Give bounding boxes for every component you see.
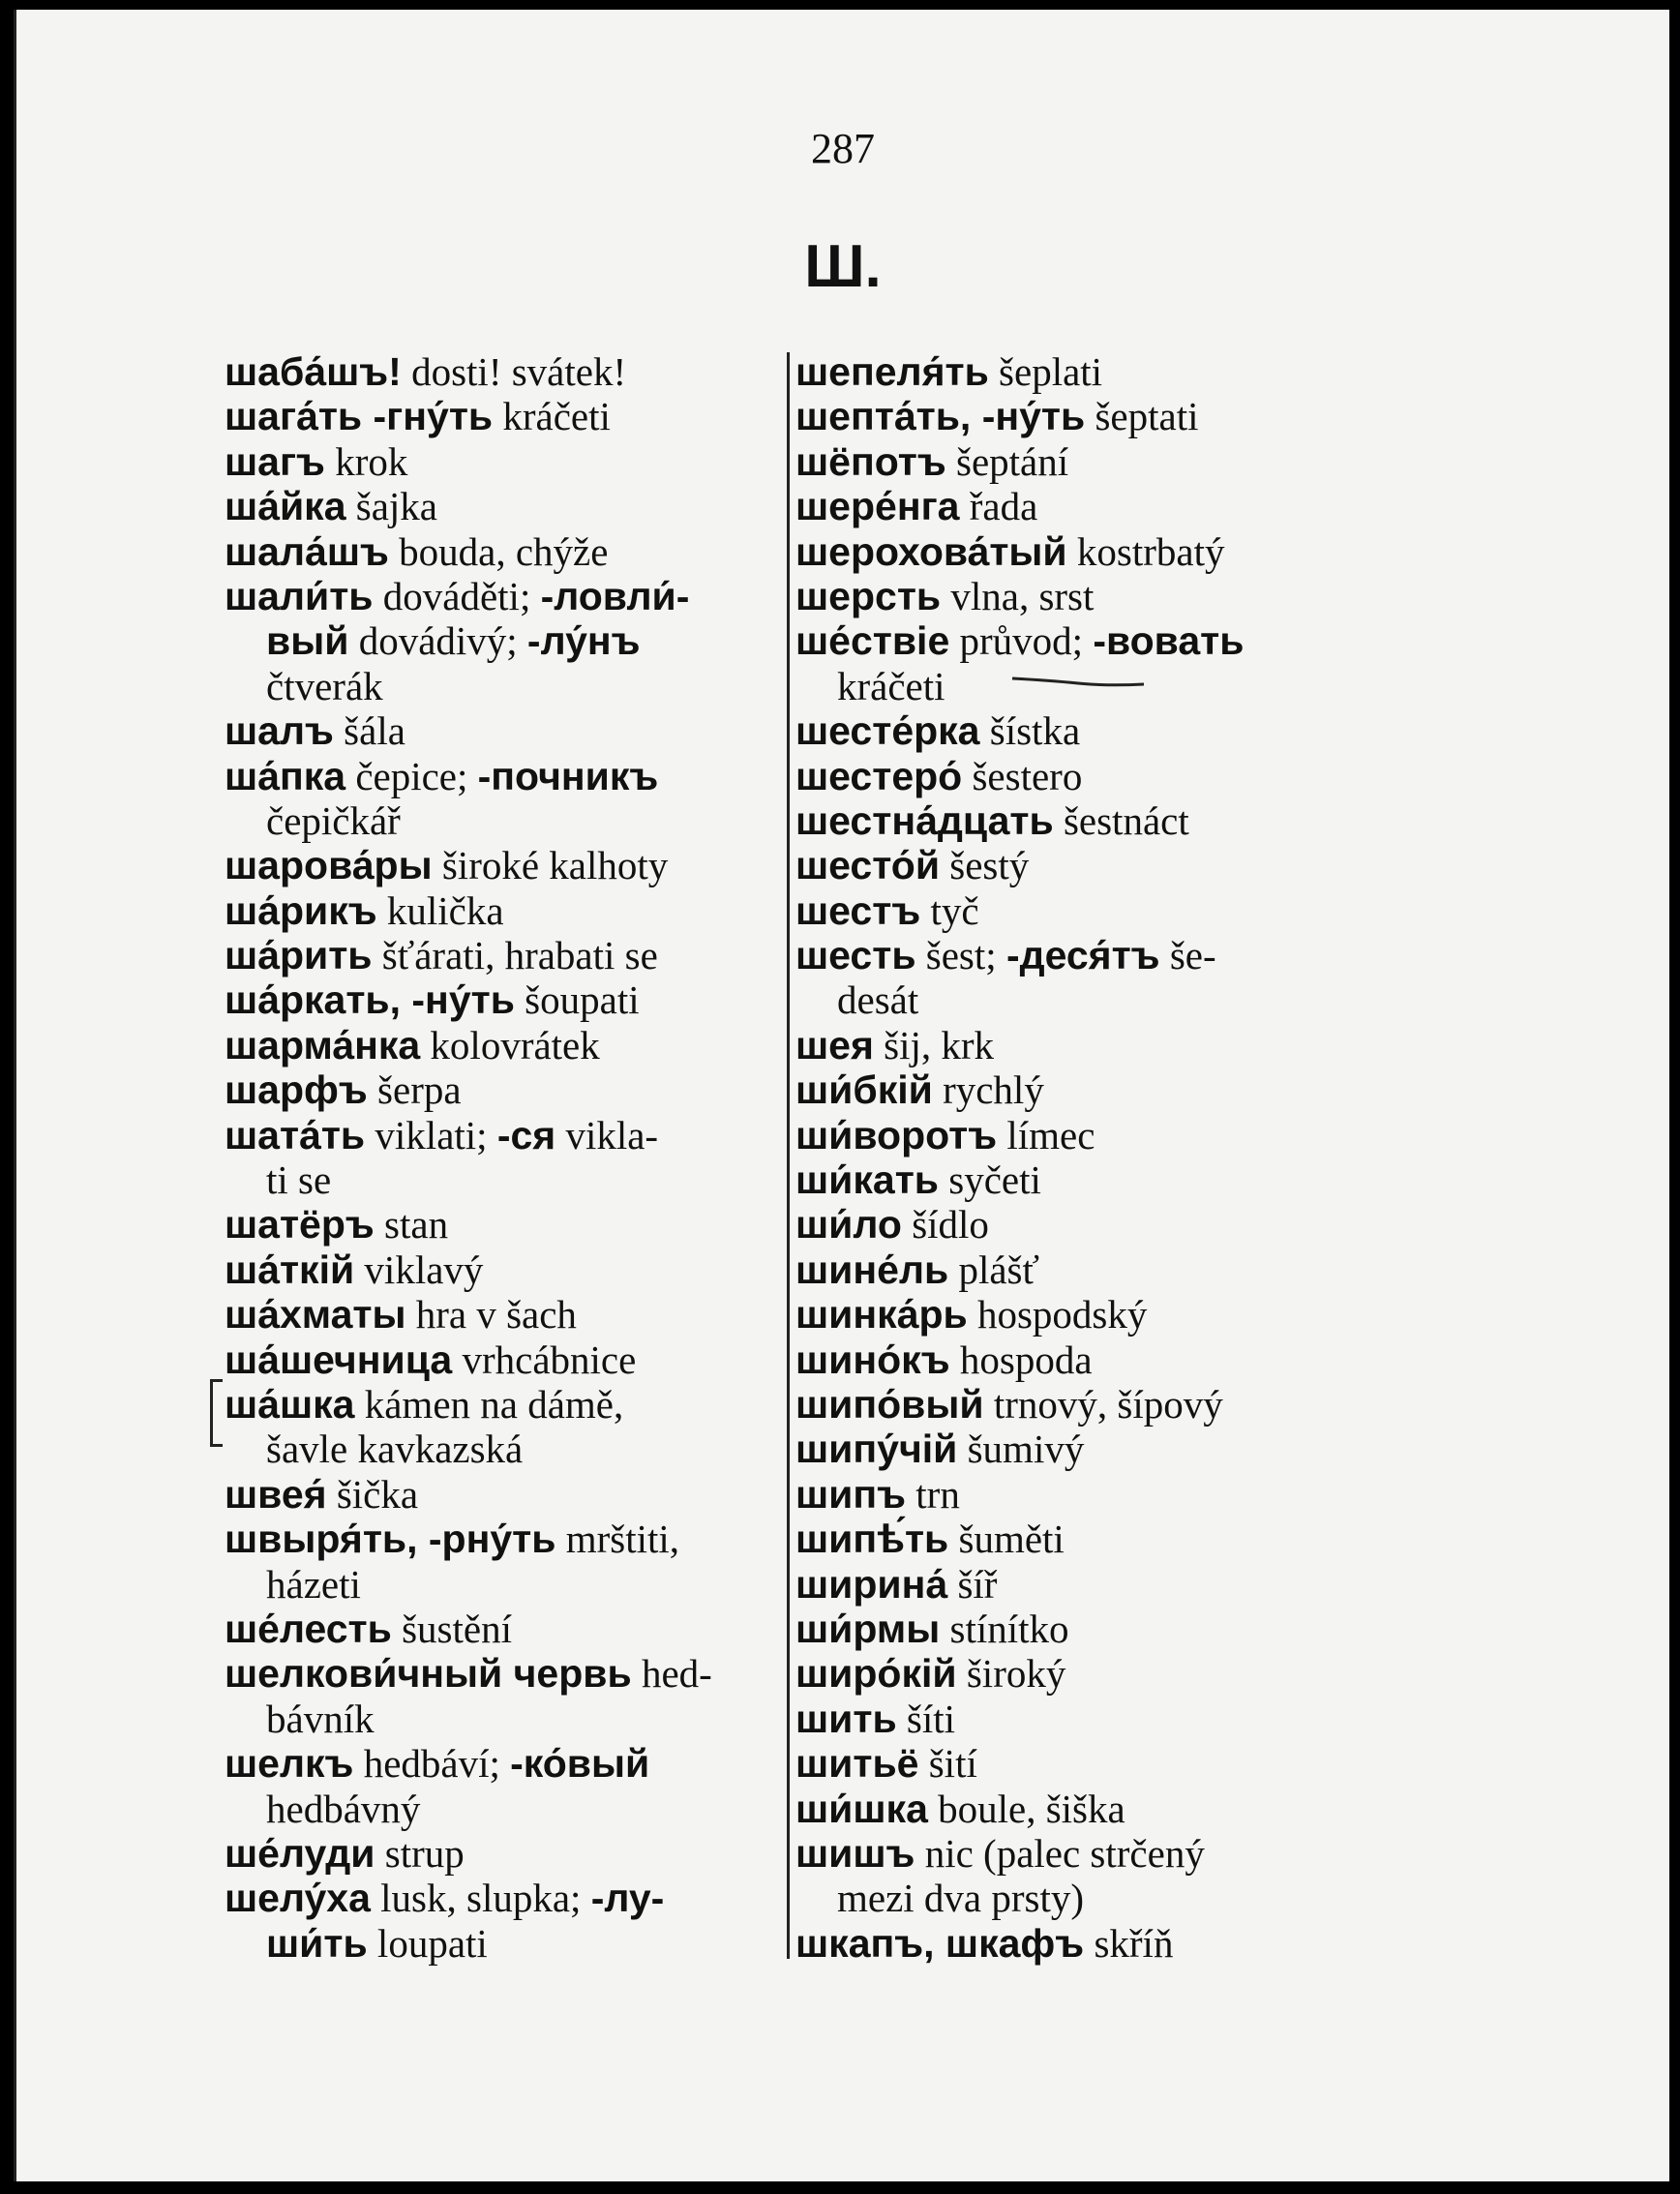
dictionary-entry-line xyxy=(795,1831,1395,1876)
dictionary-entry-line xyxy=(225,439,786,484)
column-divider xyxy=(787,352,790,1959)
dictionary-entry-line xyxy=(795,843,1395,887)
dictionary-entry-line xyxy=(795,574,1395,618)
dictionary-entry-line xyxy=(795,708,1395,753)
dictionary-entry-line xyxy=(225,1787,786,1831)
dictionary-entry-line xyxy=(225,1472,786,1517)
dictionary-entry-line xyxy=(795,618,1395,663)
headword: ша́шечница xyxy=(225,1337,453,1382)
headword: шелу́ха xyxy=(225,1876,371,1921)
headword: шкапъ, шкафъ xyxy=(795,1920,1085,1966)
dictionary-entry-line xyxy=(795,798,1395,843)
dictionary-entry-line xyxy=(795,439,1395,484)
headword: шея xyxy=(795,1022,874,1067)
headword: ша́ркать, -ну́ть xyxy=(225,977,515,1023)
dictionary-entry-line xyxy=(795,529,1395,574)
translation: skříň xyxy=(1084,1920,1174,1966)
headword-variant: -лу- xyxy=(590,1876,665,1921)
dictionary-entry-line xyxy=(225,1831,786,1876)
headword: шитьё xyxy=(795,1741,919,1787)
dictionary-entry-line xyxy=(795,1247,1395,1292)
translation: šestnáct xyxy=(1053,797,1189,843)
headword: ша́рить xyxy=(225,933,373,978)
translation: viklavý xyxy=(354,1247,484,1292)
headword: шага́ть -гну́ть xyxy=(225,394,494,439)
translation: mrštiti, xyxy=(555,1517,680,1562)
translation: stan xyxy=(374,1202,449,1247)
headword: шинка́рь xyxy=(795,1292,968,1337)
headword: шерсть xyxy=(795,573,942,618)
translation: dosti! svátek! xyxy=(401,349,627,394)
dictionary-entry-line xyxy=(225,1113,786,1157)
page-number: 287 xyxy=(811,125,875,172)
translation: šička xyxy=(326,1471,419,1517)
headword-variant: -ся xyxy=(496,1112,556,1157)
dictionary-entry-line xyxy=(225,1427,786,1471)
headword: ши́рмы xyxy=(795,1606,941,1651)
translation: tyč xyxy=(920,887,979,933)
headword: швыря́ть, -рну́ть xyxy=(225,1517,556,1562)
headword: шить xyxy=(795,1696,897,1741)
headword: шали́ть xyxy=(225,573,374,618)
dictionary-entry-line xyxy=(225,754,786,798)
dictionary-entry-line xyxy=(225,1247,786,1292)
translation: nic (palec strčený xyxy=(915,1830,1205,1876)
translation: strup xyxy=(375,1830,465,1876)
translation: syčeti xyxy=(938,1157,1041,1203)
headword: шесте́рка xyxy=(795,708,980,754)
dictionary-entry-line xyxy=(225,1292,786,1337)
dictionary-entry-line xyxy=(225,1651,786,1696)
headword: шипѣ́ть xyxy=(795,1517,949,1562)
dictionary-entry-line xyxy=(225,1023,786,1067)
headword: шарма́нка xyxy=(225,1022,421,1067)
dictionary-entry-line xyxy=(225,1517,786,1561)
dictionary-entry-line xyxy=(795,933,1395,977)
translation: průvod; xyxy=(949,618,1094,664)
headword: шипо́вый xyxy=(795,1381,984,1427)
headword: шестна́дцать xyxy=(795,797,1054,843)
translation: šestý xyxy=(940,843,1030,888)
headword: ши́кать xyxy=(795,1157,939,1203)
headword: вый xyxy=(266,618,349,664)
translation: šeplati xyxy=(988,349,1103,394)
translation: trn xyxy=(906,1471,960,1517)
dictionary-entry-line xyxy=(795,1472,1395,1517)
headword: шине́ль xyxy=(795,1247,949,1292)
headword: ши́ло xyxy=(795,1202,902,1247)
dictionary-entry-line xyxy=(225,484,786,528)
translation: hedbáví; xyxy=(353,1741,511,1787)
translation: trnový, šípový xyxy=(983,1381,1223,1427)
headword: шата́ть xyxy=(225,1112,366,1157)
dictionary-entry-line xyxy=(225,618,786,663)
translation: široký xyxy=(956,1651,1066,1697)
translation: loupati xyxy=(367,1920,488,1966)
dictionary-entry-line xyxy=(795,1067,1395,1112)
translation: šití xyxy=(918,1741,977,1787)
dictionary-entry-line xyxy=(225,798,786,843)
translation: šístka xyxy=(979,708,1081,754)
dictionary-entry-line xyxy=(225,708,786,753)
translation: lusk, slupka; xyxy=(370,1876,591,1921)
dictionary-entry-line xyxy=(795,1157,1395,1202)
dictionary-entry-line xyxy=(225,933,786,977)
dictionary-entry-line xyxy=(795,1787,1395,1831)
dictionary-entry-line xyxy=(795,484,1395,528)
translation: mezi dva prsty) xyxy=(837,1876,1085,1921)
dictionary-entry-line xyxy=(225,1202,786,1247)
dictionary-entry-line xyxy=(225,1562,786,1607)
translation: hra v šach xyxy=(405,1292,577,1337)
headword: шатёръ xyxy=(225,1202,375,1247)
headword: шерохова́тый xyxy=(795,528,1067,574)
translation: šerpa xyxy=(367,1067,462,1113)
translation-continued: še- xyxy=(1159,933,1216,978)
headword: ша́рикъ xyxy=(225,887,377,933)
headword: шипъ xyxy=(795,1471,907,1517)
headword: шесто́й xyxy=(795,843,941,888)
headword: шаба́шъ! xyxy=(225,349,402,394)
headword-variant: -лу́нъ xyxy=(526,618,641,664)
dictionary-entry-line xyxy=(795,1517,1395,1561)
translation: kulička xyxy=(376,887,504,933)
translation: šavle kavkazská xyxy=(266,1427,524,1472)
dictionary-entry-line xyxy=(225,1697,786,1741)
headword: шино́къ xyxy=(795,1337,950,1382)
dictionary-entry-line xyxy=(795,1427,1395,1471)
translation: kráčeti xyxy=(837,663,945,708)
dictionary-entry-line xyxy=(225,1921,786,1966)
translation: vrhcábnice xyxy=(452,1337,637,1382)
dictionary-entry-line xyxy=(795,1651,1395,1696)
dictionary-entry-line xyxy=(795,1292,1395,1337)
translation: hospoda xyxy=(949,1337,1093,1382)
translation: šustění xyxy=(391,1606,512,1651)
translation: vlna, srst xyxy=(941,573,1095,618)
headword: шесть xyxy=(795,933,916,978)
translation: hed- xyxy=(631,1651,712,1697)
translation: stínítko xyxy=(940,1606,1069,1651)
translation: řada xyxy=(959,484,1038,529)
translation: hospodský xyxy=(967,1292,1148,1337)
dictionary-entry-line xyxy=(795,1921,1395,1966)
translation: šestero xyxy=(962,753,1083,798)
translation: krok xyxy=(324,438,408,484)
translation: čepičkář xyxy=(266,797,401,843)
headword: ши́шка xyxy=(795,1786,928,1831)
headword-variant: -почникъ xyxy=(477,753,659,798)
headword: ши́ть xyxy=(266,1920,368,1966)
translation: široké kalhoty xyxy=(432,843,669,888)
translation: šídlo xyxy=(901,1202,989,1247)
dictionary-entry-line xyxy=(795,754,1395,798)
translation: šála xyxy=(333,708,405,754)
translation: házeti xyxy=(266,1561,361,1607)
headword: шелкови́чный червь xyxy=(225,1651,632,1697)
headword: ширина́ xyxy=(795,1561,948,1607)
translation: dovádivý; xyxy=(348,618,527,664)
dictionary-entry-line xyxy=(795,1562,1395,1607)
dictionary-entry-line xyxy=(795,394,1395,438)
translation: bouda, chýže xyxy=(388,528,609,574)
translation: rychlý xyxy=(932,1067,1044,1113)
headword-variant: -ко́вый xyxy=(510,1741,650,1787)
left-column xyxy=(225,349,786,1966)
dictionary-entry-line xyxy=(795,1876,1395,1920)
dictionary-entry-line xyxy=(225,1337,786,1382)
dictionary-entry-line xyxy=(225,529,786,574)
section-letter: Ш. xyxy=(804,233,882,300)
translation: šťárati, hrabati se xyxy=(372,933,658,978)
headword: шепта́ть, -ну́ть xyxy=(795,394,1086,439)
dictionary-entry-line xyxy=(225,574,786,618)
dictionary-entry-line xyxy=(225,1607,786,1651)
headword-variant: -ловли́- xyxy=(540,573,690,618)
dictionary-entry-line xyxy=(225,349,786,394)
translation-continued: vikla- xyxy=(555,1112,659,1157)
headword: шепеля́ть xyxy=(795,349,989,394)
headword: ша́ткій xyxy=(225,1247,355,1292)
dictionary-entry-line xyxy=(225,888,786,933)
right-column xyxy=(795,349,1395,1966)
margin-bracket-mark xyxy=(210,1379,223,1447)
translation: desát xyxy=(837,977,919,1023)
translation: šíti xyxy=(896,1696,956,1741)
translation: čepice; xyxy=(345,753,478,798)
dictionary-entry-line xyxy=(795,888,1395,933)
dictionary-entry-line xyxy=(795,1023,1395,1067)
headword: широ́кій xyxy=(795,1651,957,1697)
translation: šoupati xyxy=(514,977,640,1023)
dictionary-entry-line xyxy=(795,664,1395,708)
dictionary-entry-line xyxy=(225,1741,786,1786)
dictionary-entry-line xyxy=(225,1876,786,1920)
translation: šajka xyxy=(345,484,438,529)
dictionary-entry-line xyxy=(795,1382,1395,1427)
headword: шелкъ xyxy=(225,1741,354,1787)
dictionary-entry-line xyxy=(795,1113,1395,1157)
headword: шарова́ры xyxy=(225,843,433,888)
headword: шарфъ xyxy=(225,1067,368,1113)
dictionary-entry-line xyxy=(225,664,786,708)
translation: šij, krk xyxy=(873,1022,995,1067)
headword: ша́йка xyxy=(225,484,346,529)
headword: ше́лесть xyxy=(225,1606,392,1651)
translation: hedbávný xyxy=(266,1786,421,1831)
dictionary-entry-line xyxy=(225,977,786,1022)
translation: viklati; xyxy=(365,1112,497,1157)
translation: bávník xyxy=(266,1696,375,1741)
dictionary-entry-line xyxy=(795,1607,1395,1651)
dictionary-entry-line xyxy=(795,1202,1395,1247)
headword: шёпотъ xyxy=(795,438,946,484)
dictionary-entry-line xyxy=(795,977,1395,1022)
headword: ше́ствіе xyxy=(795,618,950,664)
headword: шере́нга xyxy=(795,484,960,529)
translation: kostrbatý xyxy=(1066,528,1225,574)
translation: kráčeti xyxy=(493,394,611,439)
dictionary-entry-line xyxy=(225,394,786,438)
headword: шагъ xyxy=(225,438,325,484)
translation: ti se xyxy=(266,1157,332,1203)
headword: швея́ xyxy=(225,1471,327,1517)
dictionary-entry-line xyxy=(795,1697,1395,1741)
translation: šest; xyxy=(915,933,1006,978)
translation: čtverák xyxy=(266,663,383,708)
headword: шипу́чій xyxy=(795,1427,958,1472)
headword: шала́шъ xyxy=(225,528,389,574)
translation: kámen na dámě, xyxy=(354,1381,624,1427)
headword: шишъ xyxy=(795,1830,915,1876)
translation: dováděti; xyxy=(373,573,541,618)
translation: šeptati xyxy=(1085,394,1199,439)
headword: ше́луди xyxy=(225,1830,375,1876)
headword: ша́хматы xyxy=(225,1292,406,1337)
headword: ша́пка xyxy=(225,753,346,798)
headword: шалъ xyxy=(225,708,334,754)
headword-variant: -деся́тъ xyxy=(1005,933,1160,978)
dictionary-entry-line xyxy=(795,349,1395,394)
dictionary-entry-line xyxy=(795,1337,1395,1382)
dictionary-entry-line xyxy=(225,1382,786,1427)
headword: ши́воротъ xyxy=(795,1112,998,1157)
dictionary-entry-line xyxy=(225,1067,786,1112)
headword-variant: -вовать xyxy=(1093,618,1245,664)
translation: kolovrátek xyxy=(420,1022,600,1067)
translation: šumivý xyxy=(957,1427,1085,1472)
headword: шестеро́ xyxy=(795,753,963,798)
dictionary-entry-line xyxy=(225,1157,786,1202)
translation: plášť xyxy=(948,1247,1040,1292)
dictionary-entry-line xyxy=(225,843,786,887)
translation: boule, šiška xyxy=(927,1786,1125,1831)
headword: ша́шка xyxy=(225,1381,355,1427)
headword: ши́бкій xyxy=(795,1067,933,1113)
translation: límec xyxy=(997,1112,1095,1157)
headword: шестъ xyxy=(795,887,921,933)
translation: šíř xyxy=(947,1561,998,1607)
translation: šeptání xyxy=(945,438,1069,484)
translation: šuměti xyxy=(948,1517,1065,1562)
dictionary-entry-line xyxy=(795,1741,1395,1786)
